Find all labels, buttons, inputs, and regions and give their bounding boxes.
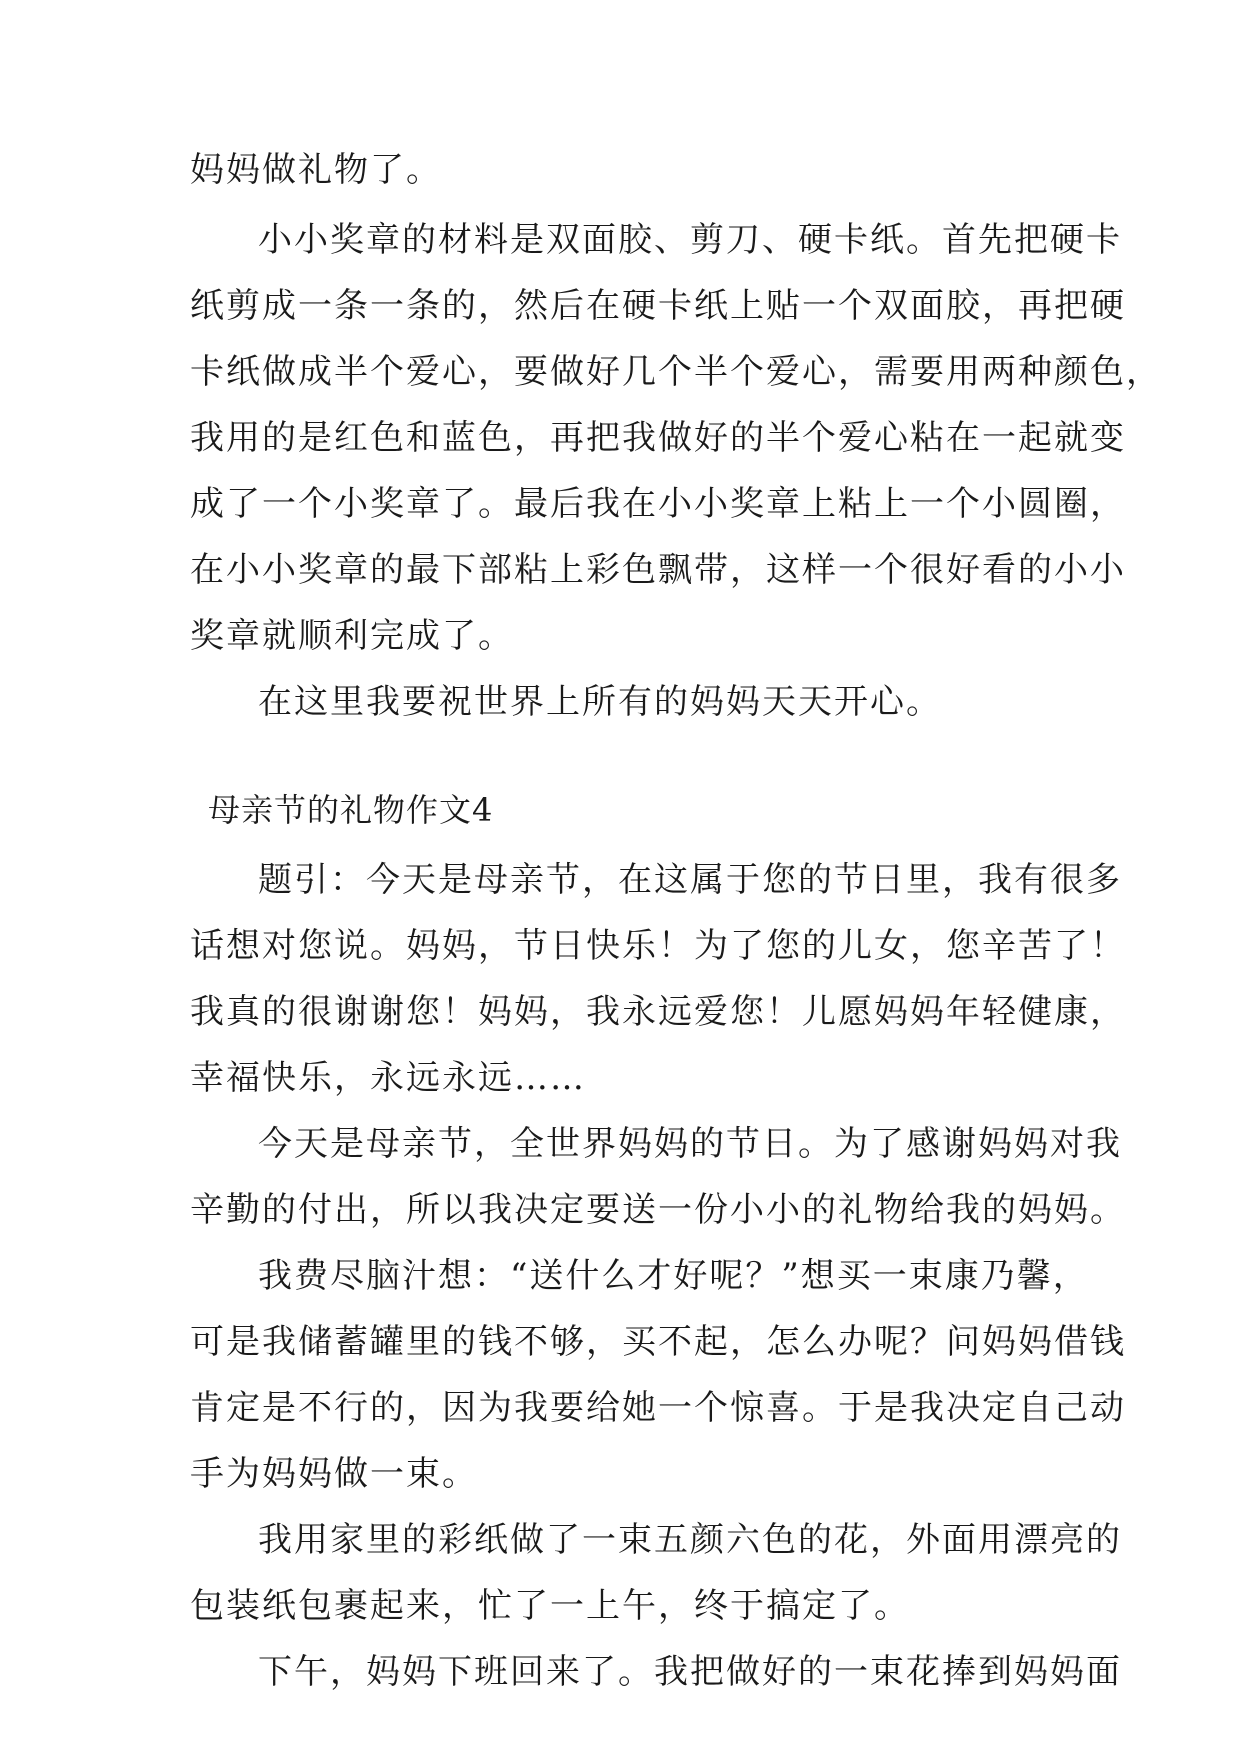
text-line: 辛勤的付出，所以我决定要送一份小小的礼物给我的妈妈。	[190, 1190, 1126, 1230]
paragraph-first-line: 今天是母亲节，全世界妈妈的节日。为了感谢妈妈对我	[258, 1124, 1122, 1164]
text-line: 手为妈妈做一束。	[190, 1454, 478, 1494]
text-line: 幸福快乐，永远永远……	[190, 1058, 586, 1098]
text-line: 卡纸做成半个爱心，要做好几个半个爱心，需要用两种颜色，	[190, 352, 1162, 392]
text-line: 成了一个小奖章了。最后我在小小奖章上粘上一个小圆圈，	[190, 484, 1126, 524]
paragraph-first-line: 我费尽脑汁想：“送什么才好呢？”想买一束康乃馨，	[258, 1256, 1089, 1296]
text-line: 妈妈做礼物了。	[190, 150, 442, 190]
text-line: 可是我储蓄罐里的钱不够，买不起，怎么办呢？问妈妈借钱	[190, 1322, 1126, 1362]
paragraph-first-line: 在这里我要祝世界上所有的妈妈天天开心。	[258, 682, 942, 722]
paragraph-first-line: 小小奖章的材料是双面胶、剪刀、硬卡纸。首先把硬卡	[258, 220, 1122, 260]
text-line: 肯定是不行的，因为我要给她一个惊喜。于是我决定自己动	[190, 1388, 1126, 1428]
text-line: 我用的是红色和蓝色，再把我做好的半个爱心粘在一起就变	[190, 418, 1126, 458]
text-line: 纸剪成一条一条的，然后在硬卡纸上贴一个双面胶，再把硬	[190, 286, 1126, 326]
section-heading: 母亲节的礼物作文4	[208, 791, 494, 829]
paragraph-first-line: 我用家里的彩纸做了一束五颜六色的花，外面用漂亮的	[258, 1520, 1122, 1560]
text-line: 包装纸包裹起来，忙了一上午，终于搞定了。	[190, 1586, 910, 1626]
text-line: 在小小奖章的最下部粘上彩色飘带，这样一个很好看的小小	[190, 550, 1126, 590]
text-line: 话想对您说。妈妈，节日快乐！为了您的儿女，您辛苦了！	[190, 926, 1126, 966]
paragraph-first-line: 下午，妈妈下班回来了。我把做好的一束花捧到妈妈面	[258, 1652, 1122, 1692]
text-line: 奖章就顺利完成了。	[190, 616, 514, 656]
text-line: 我真的很谢谢您！妈妈，我永远爱您！儿愿妈妈年轻健康，	[190, 992, 1126, 1032]
paragraph-first-line: 题引：今天是母亲节，在这属于您的节日里，我有很多	[258, 860, 1122, 900]
